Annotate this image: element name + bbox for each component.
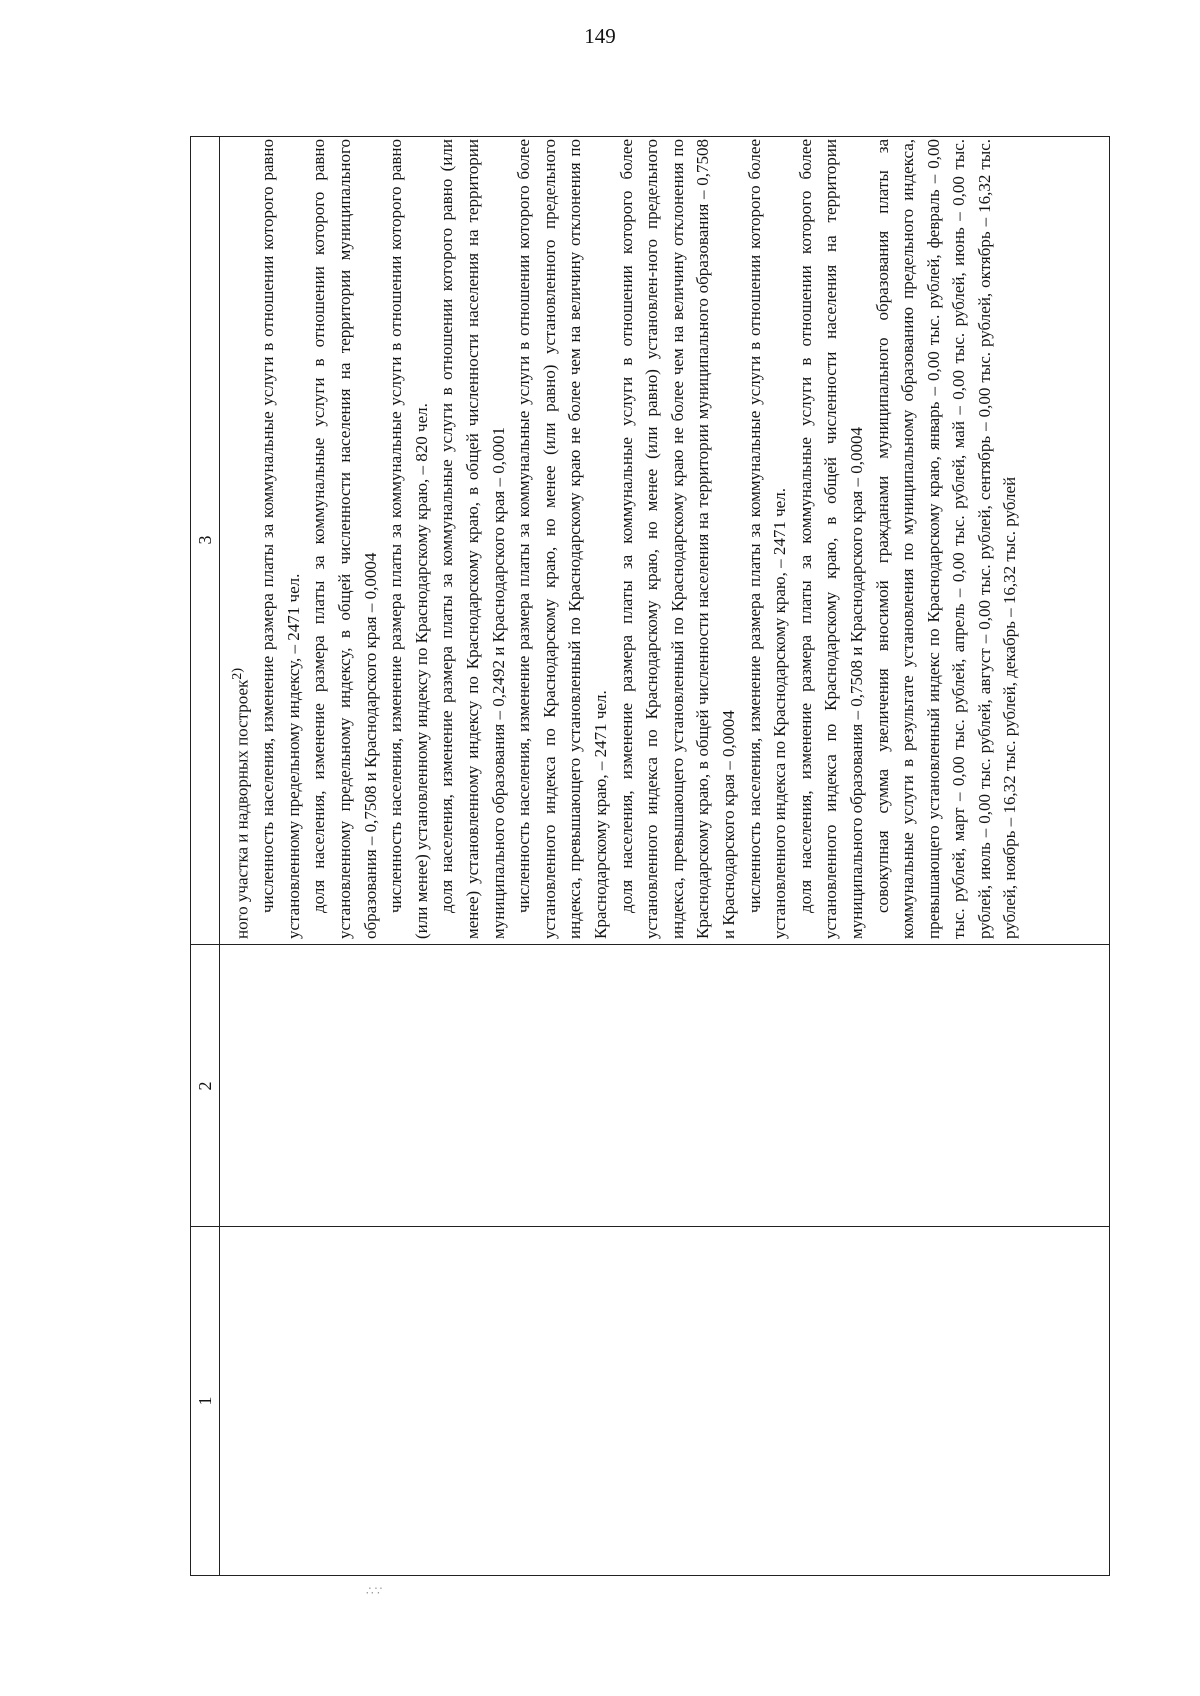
column-divider: [191, 1226, 1109, 1227]
paragraph: совокупная сумма увеличения вносимой гражданами муниципального образования платы за коммунальные услуги в результате установления по муниципальному образованию предельного индекса, превышающего установленный индекс по Краснодарскому краю, январь – 0,00 тыс. рублей, февраль – 0,00 тыс. рублей, март – 0,00 тыс. рублей, апрель – 0,00 тыс. рублей, май – 0,00 тыс. рублей, июнь – 0,00 тыс. рублей, июль – 0,00 тыс. рублей, август – 0,00 тыс. рублей, сентябрь – 0,00 тыс. рублей, октябрь – 16,32 тыс. рублей, ноябрь – 16,32 тыс. рублей, декабрь – 16,32 тыс. рублей: [872, 139, 1020, 939]
paragraph: численность населения, изменение размера платы за коммунальные услуги в отношении которого равно установленному предельному индексу, – 2471 чел.: [258, 139, 303, 939]
paragraph: численность населения, изменение размера платы за коммунальные услуги в отношении которого более установленного индекса по Краснодарскому краю, но менее (или равно) установленного предельного индекса, превышающего установленный по Краснодарскому краю не более чем на величину отклонения по Краснодарскому краю, – 2471 чел.: [514, 139, 610, 939]
column-header-3: 3: [195, 535, 215, 545]
rotated-table: [190, 136, 1110, 1576]
paragraph-text: ного участка и надворных построек: [232, 679, 252, 939]
paragraph: доля населения, изменение размера платы за коммунальные услуги в отношении которого равно (или менее) установленному индексу по Краснодарскому краю, в общей численности населения на территории муниципального образования – 0,2492 и Краснодарского края – 0,0001: [437, 139, 508, 939]
column-divider: [191, 944, 1109, 945]
scan-artifact: ∴∵: [366, 1584, 384, 1598]
paragraph: доля населения, изменение размера платы за коммунальные услуги в отношении которого равно установленному предельному индексу, в общей численности населения на территории муниципального образования – 0,7508 и Краснодарского края – 0,0004: [309, 139, 380, 939]
column-header-2: 2: [195, 1081, 215, 1091]
page-number: 149: [584, 24, 616, 48]
column-header-row: [191, 137, 220, 1575]
paragraph: численность населения, изменение размера платы за коммунальные услуги в отношении которого равно (или менее) установленному индексу по Краснодарскому краю, – 820 чел.: [386, 139, 431, 939]
footnote-mark: 2): [229, 667, 245, 680]
paragraph: доля населения, изменение размера платы за коммунальные услуги в отношении которого более установленного индекса по Краснодарскому краю, но менее (или равно) установлен-ного предельного индекса, превышающего установленный по Краснодарскому краю не более чем на величину отклонения по Краснодарскому краю, в общей численности населения на территории муниципального образования – 0,7508 и Краснодарского края – 0,0004: [616, 139, 738, 939]
column-header-1: 1: [195, 1396, 215, 1406]
column-3-cell: [225, 139, 1023, 939]
paragraph: [225, 139, 255, 939]
paragraph: численность населения, изменение размера платы за коммунальные услуги в отношении которого более установленного индекса по Краснодарскому краю, – 2471 чел.: [744, 139, 790, 939]
paragraph: доля населения, изменение размера платы за коммунальные услуги в отношении которого более установленного индекса по Краснодарскому краю, в общей численности населения на территории муниципального образования – 0,7508 и Краснодарского края – 0,0004: [795, 139, 866, 939]
